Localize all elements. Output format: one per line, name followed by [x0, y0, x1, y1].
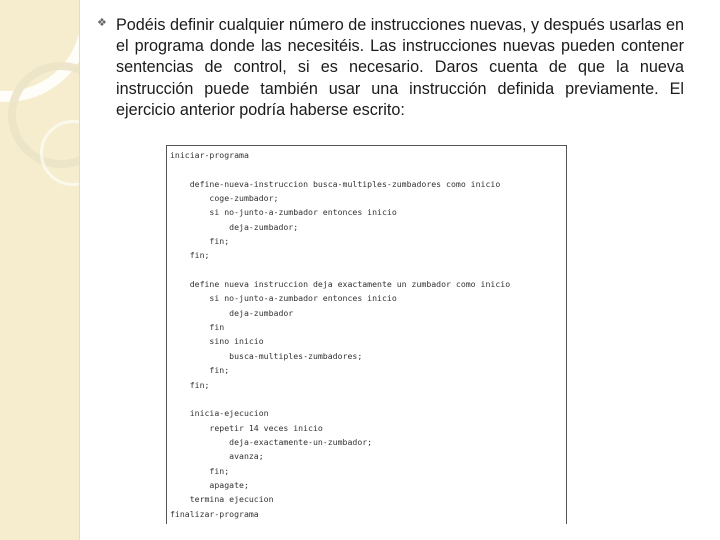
code-line: iniciar-programa: [170, 150, 249, 160]
hollow-bullet-icon: ❖: [97, 17, 107, 29]
code-line: define-nueva-instruccion busca-multiples-zumbadores como inicio: [170, 178, 501, 189]
code-line: deja-exactamente-un-zumbador;: [170, 436, 373, 447]
code-line: fin;: [170, 465, 230, 476]
code-line: fin;: [170, 365, 230, 376]
code-line: si no-junto-a-zumbador entonces inicio: [170, 207, 397, 218]
code-line: coge-zumbador;: [170, 193, 279, 204]
code-line: termina ejecucion: [170, 494, 274, 505]
code-line: si no-junto-a-zumbador entonces inicio: [170, 293, 397, 304]
code-line: sino inicio: [170, 336, 264, 347]
code-line: repetir 14 veces inicio: [170, 422, 323, 433]
body-paragraph: Podéis definir cualquier número de instrucciones nuevas, y después usarlas en el programa donde las necesitéis. Las instrucciones nuevas pueden contener sentencias de control, si es necesario. Daros cuenta de que la nueva instrucción puede también usar una instrucción definida previamente. El ejercicio anterior podría haberse escrito:: [116, 16, 684, 119]
code-line: deja-zumbador: [170, 307, 294, 318]
code-line: [170, 392, 566, 406]
code-listing: [166, 145, 567, 524]
code-line: deja-zumbador;: [170, 221, 299, 232]
code-line: apagate;: [170, 479, 249, 490]
code-line: [170, 263, 566, 277]
code-line: fin;: [170, 379, 210, 390]
code-line: finalizar-programa: [170, 508, 259, 519]
code-line: define nueva instruccion deja exactamente un zumbador como inicio: [170, 279, 511, 290]
code-lines: [167, 146, 566, 521]
code-line: fin;: [170, 250, 210, 261]
code-line: fin;: [170, 236, 230, 247]
code-line: avanza;: [170, 451, 264, 462]
code-line: busca-multiples-zumbadores;: [170, 350, 363, 361]
code-line: fin: [170, 322, 225, 333]
decorative-side-strip: [0, 0, 80, 540]
code-line: [170, 162, 566, 176]
code-line: inicia-ejecucion: [170, 408, 269, 419]
